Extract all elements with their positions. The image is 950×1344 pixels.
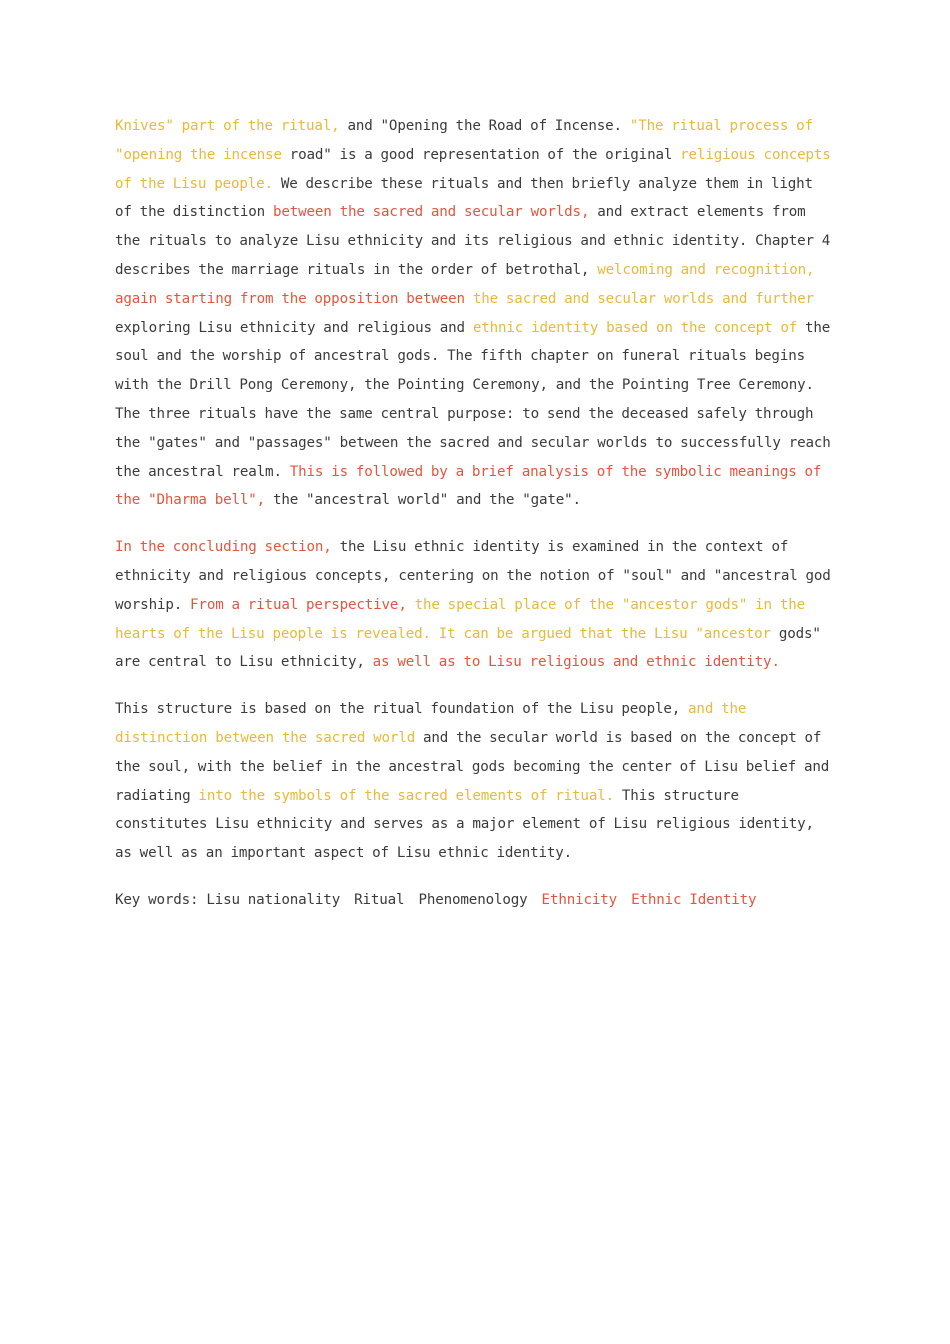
- keyword-item: Lisu nationality: [206, 891, 341, 908]
- paragraph-chapters-summary: [115, 112, 835, 515]
- document-page: [115, 112, 835, 933]
- text-segment: ethnic identity based on the concept of: [472, 319, 806, 336]
- text-segment: "The ritual process of "opening the incense: [115, 118, 813, 163]
- text-segment: In the concluding section,: [115, 539, 340, 556]
- keyword-item: Ethnicity: [541, 891, 618, 908]
- text-segment: the sacred and secular worlds and further: [472, 290, 814, 307]
- text-segment: This is followed by a brief analysis of the symbolic meanings of the "Dharma bell",: [115, 463, 822, 509]
- text-segment: welcoming and recognition,: [597, 261, 815, 278]
- text-segment: Knives" part of the ritual,: [115, 118, 348, 134]
- text-segment: and extract elements from the rituals to analyze Lisu ethnicity and its religious and ethnic identity. Chapter 4 describes the marriage rituals in the order of betrothal,: [115, 204, 831, 278]
- text-segment: This structure is based on the ritual foundation of the Lisu people,: [115, 701, 689, 718]
- text-segment: and "Opening the Road of Incense.: [347, 118, 630, 134]
- text-segment: the "ancestral world" and the "gate".: [272, 492, 581, 509]
- keyword-item: Ethnic Identity: [631, 891, 757, 908]
- text-segment: road" is a good representation of the original: [289, 146, 681, 163]
- text-segment: religious concepts of the Lisu people.: [115, 146, 831, 192]
- text-segment: and the distinction between the sacred world: [115, 701, 747, 746]
- text-segment: as well as to Lisu religious and ethnic identity.: [372, 654, 780, 671]
- paragraph-structure: [115, 695, 835, 868]
- text-segment: between the sacred and secular worlds,: [272, 204, 598, 221]
- text-segment: the Lisu ethnic identity is examined in the context of ethnicity and religious concepts, centering on the notion of "soul" and "ancestral god worship.: [115, 539, 831, 613]
- keyword-item: Phenomenology: [418, 891, 528, 908]
- text-segment: gods" are central to Lisu ethnicity,: [115, 625, 821, 671]
- text-segment: again starting from the opposition between: [115, 290, 473, 307]
- text-segment: into the symbols of the sacred elements of ritual.: [198, 787, 622, 804]
- text-segment: We describe these rituals and then briefly analyze them in light of the distinction: [115, 175, 813, 221]
- text-segment: the special place of the "ancestor gods" in the hearts of the Lisu people is revealed. It can be argued that the Lisu "ancestor: [115, 596, 806, 642]
- text-segment: and the secular world is based on the concept of the soul, with the belief in the ancestral gods becoming the center of Lisu belief and radiating: [115, 729, 830, 804]
- text-segment: the soul and the worship of ancestral gods. The fifth chapter on funeral rituals begins with the Drill Pong Ceremony, the Pointing Ceremony, and the Pointing Tree Ceremony. The three rituals have the same central purpose: to send the deceased safely through the "gates" and "passages" between the sacred and secular worlds to successfully reach the ancestral realm.: [115, 319, 831, 480]
- keyword-item: Ritual: [354, 891, 405, 908]
- text-segment: From a ritual perspective,: [190, 596, 415, 613]
- keywords-label: Key words:: [115, 891, 199, 908]
- text-segment: exploring Lisu ethnicity and religious and: [115, 319, 473, 336]
- paragraph-concluding-section: [115, 533, 835, 677]
- text-segment: This structure constitutes Lisu ethnicity and serves as a major element of Lisu religious identity, as well as an important aspect of Lisu ethnic identity.: [115, 787, 814, 862]
- keywords-line: [115, 886, 835, 915]
